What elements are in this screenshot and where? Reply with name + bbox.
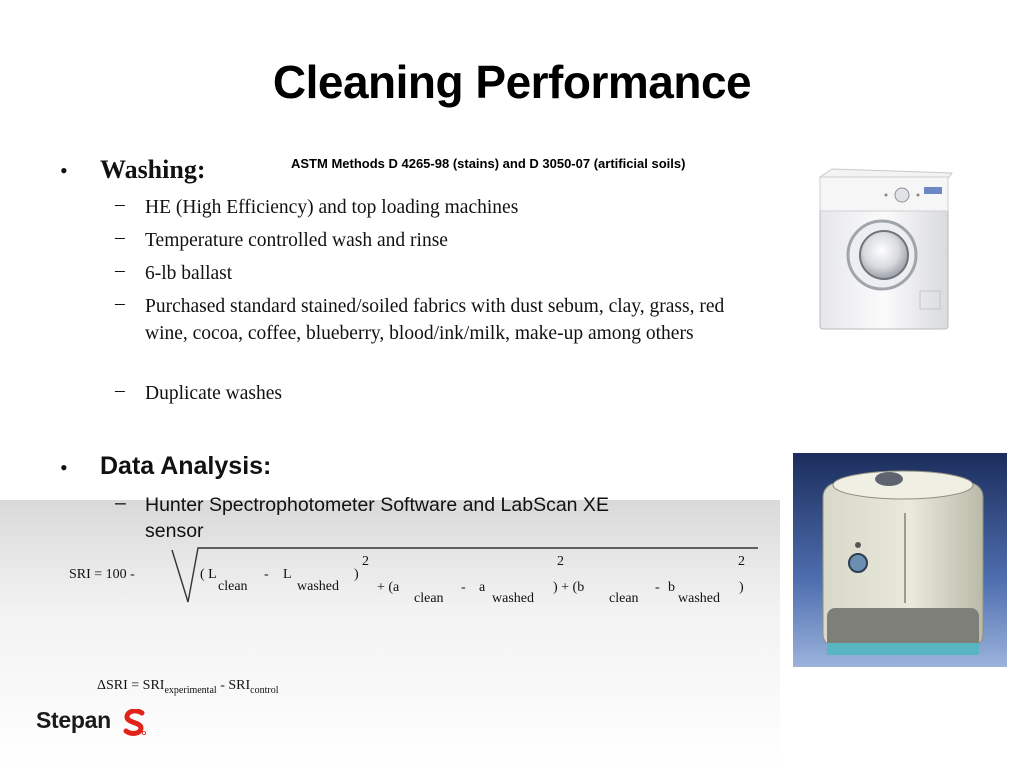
formula-minus: -: [655, 580, 660, 595]
data-analysis-heading: Data Analysis:: [100, 452, 272, 480]
dash-marker: –: [115, 492, 126, 514]
analysis-item: Hunter Spectrophotometer Software and LabScan XE sensor: [145, 494, 609, 542]
bullet-dot: •: [60, 158, 68, 183]
bullet-dot: •: [60, 455, 68, 480]
dash-marker: –: [115, 260, 125, 281]
formula-exponent: 2: [362, 554, 369, 569]
washing-item: Duplicate washes: [145, 383, 282, 404]
formula-minus: -: [264, 567, 269, 582]
formula-l: L: [283, 567, 292, 582]
formula-plus-b: ) + (b: [553, 580, 585, 595]
labscan-xe-image: [793, 453, 1007, 667]
dash-marker: –: [115, 380, 125, 401]
washing-heading: Washing:: [100, 155, 206, 184]
formula-close: ): [354, 567, 359, 582]
formula-sub-clean: clean: [414, 591, 444, 606]
washing-item: HE (High Efficiency) and top loading machines: [145, 197, 519, 218]
washing-item: Purchased standard stained/soiled fabrics with dust sebum, clay, grass, red wine, cocoa, coffee, blueberry, blood/ink/milk, make-up among others: [145, 296, 725, 344]
formula-sri-lhs: SRI = 100 -: [69, 567, 135, 582]
formula-exponent: 2: [557, 554, 564, 569]
formula-sub-washed: washed: [297, 579, 339, 594]
washing-item: Temperature controlled wash and rinse: [145, 230, 448, 251]
formula-sub-clean: clean: [218, 579, 248, 594]
formula-open-l: ( L: [200, 567, 217, 582]
slide-title: Cleaning Performance: [272, 56, 752, 108]
dash-marker: –: [115, 194, 125, 215]
formula-sub-clean: clean: [609, 591, 639, 606]
formula-plus-a: + (a: [377, 580, 400, 595]
delta-sri-formula: $\Delta SRI = SRI_{experimental} - SRI_{control}$: [97, 678, 279, 696]
formula-minus: -: [461, 580, 466, 595]
stepan-logo-mark-icon: [122, 709, 148, 737]
astm-methods-note: ASTM Methods D 4265-98 (stains) and D 3050-07 (artificial soils): [291, 156, 686, 171]
dash-marker: –: [115, 293, 125, 314]
formula-sub-washed: washed: [492, 591, 534, 606]
square-root-symbol: [170, 544, 760, 608]
formula-a: a: [479, 580, 486, 595]
formula-exponent: 2: [738, 554, 745, 569]
washing-item: 6-lb ballast: [145, 263, 233, 284]
formula-sub-washed: washed: [678, 591, 720, 606]
dash-marker: –: [115, 227, 125, 248]
stepan-logo: Stepan: [36, 707, 111, 733]
washing-machine-image: [812, 165, 957, 335]
formula-b: b: [668, 580, 675, 595]
formula-end: ): [739, 580, 744, 595]
